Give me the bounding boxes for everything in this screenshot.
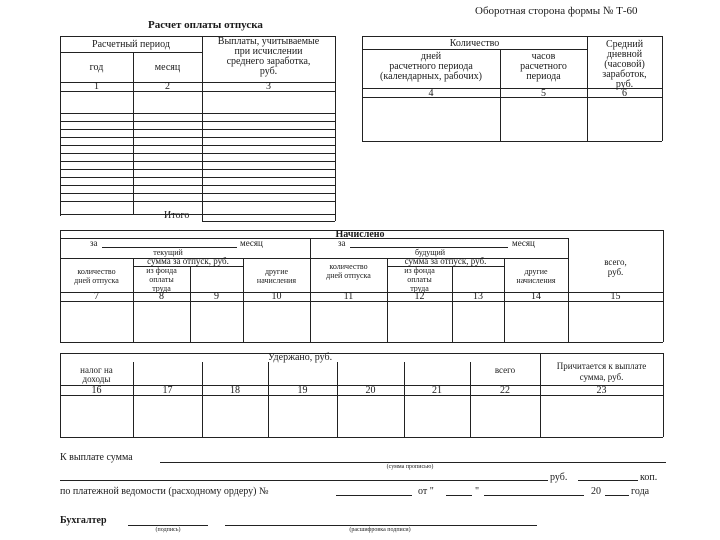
payments-header-line3: среднего заработка, xyxy=(226,56,311,67)
col-number-10: 10 xyxy=(271,291,282,302)
to-pay-sum-label: К выплате сумма xyxy=(60,452,133,463)
days-header-line2: расчетного периода xyxy=(389,61,473,72)
col-number-20: 20 xyxy=(365,385,376,396)
pay-fund-right-line3: труда xyxy=(410,284,429,293)
payments-header-line4: руб. xyxy=(259,66,278,77)
pay-fund-right-line2: оплаты xyxy=(407,275,432,284)
withheld-total: всего xyxy=(494,365,516,375)
col-number-11: 11 xyxy=(343,291,354,302)
accrued-for-left: за xyxy=(90,238,98,248)
days-header-line1: дней xyxy=(420,51,442,62)
avg-earnings-line4: заработок, xyxy=(602,69,647,80)
signature-caption: (подпись) xyxy=(155,527,181,533)
col-number-1: 1 xyxy=(94,81,99,92)
to-pay-line1: Причитается к выплате xyxy=(556,361,647,371)
col-number-19: 19 xyxy=(297,385,308,396)
accountant-label: Бухгалтер xyxy=(60,515,107,526)
accrued-total-line2: руб. xyxy=(607,267,624,277)
pay-fund-right-line1: из фонда xyxy=(404,266,435,275)
other-accruals-right-line2: начисления xyxy=(516,276,556,285)
avg-earnings-line1: Средний xyxy=(605,39,644,50)
kop-label: коп. xyxy=(640,472,658,483)
vacation-sum-right: сумма за отпуск, руб. xyxy=(404,256,487,266)
year-suffix: года xyxy=(631,486,650,497)
days-count-left-line2: дней отпуска xyxy=(74,276,119,285)
date-day-line[interactable] xyxy=(446,495,472,496)
hours-header-line1: часов xyxy=(531,51,556,62)
vacation-sum-left: сумма за отпуск, руб. xyxy=(147,256,229,266)
pay-fund-left-line3: труда xyxy=(152,284,171,293)
col-number-9: 9 xyxy=(214,291,219,302)
col-number-16: 16 xyxy=(91,385,102,396)
other-accruals-left-line1: другие xyxy=(264,267,289,276)
col-number-6: 6 xyxy=(622,88,627,99)
withheld-title: Удержано, руб. xyxy=(267,352,333,363)
payment-statement-label: по платежной ведомости (расходному ордеру) № xyxy=(60,486,269,497)
year-field-line[interactable] xyxy=(605,495,629,496)
date-month-line[interactable] xyxy=(484,495,584,496)
accrued-total-line1: всего, xyxy=(604,257,627,267)
col-number-13: 13 xyxy=(473,291,483,302)
accrued-month-right: месяц xyxy=(512,238,535,248)
col-number-15: 15 xyxy=(610,291,621,302)
col-number-3: 3 xyxy=(266,81,271,92)
pay-fund-left-line2: оплаты xyxy=(149,275,174,284)
accrued-title: Начислено xyxy=(335,229,385,240)
form-side-label: Оборотная сторона формы № Т-60 xyxy=(475,5,638,17)
page-title: Расчет оплаты отпуска xyxy=(148,19,263,31)
total-label: Итого xyxy=(164,210,190,221)
col-number-2: 2 xyxy=(165,81,170,92)
other-accruals-left-line2: начисления xyxy=(256,276,297,285)
current-month-label: текущий xyxy=(153,248,183,257)
year-prefix: 20 xyxy=(591,486,601,497)
avg-earnings-line3: (часовой) xyxy=(604,59,645,70)
amount-rub-line[interactable] xyxy=(60,480,548,481)
signature-line[interactable] xyxy=(128,525,208,526)
accrued-month-left: месяц xyxy=(240,238,263,248)
days-count-right-line2: дней отпуска xyxy=(326,271,371,280)
settlement-period-header: Расчетный период xyxy=(92,39,170,50)
col-number-23: 23 xyxy=(596,385,607,396)
signature-decoding-line[interactable] xyxy=(225,525,537,526)
kop-field-line[interactable] xyxy=(578,480,638,481)
other-accruals-right-line1: другие xyxy=(524,267,548,276)
col-number-21: 21 xyxy=(432,385,442,396)
month-header: месяц xyxy=(154,62,181,73)
income-tax-line2: доходы xyxy=(82,374,111,384)
days-header-line3: (календарных, рабочих) xyxy=(380,71,482,82)
rub-label: руб. xyxy=(550,472,568,483)
payments-header-line2: при исчислении xyxy=(234,46,303,57)
accrued-for-right: за xyxy=(338,238,346,248)
col-number-17: 17 xyxy=(162,385,173,396)
to-pay-line2: сумма, руб. xyxy=(579,372,624,382)
next-month-label: будущий xyxy=(414,248,446,257)
year-header: год xyxy=(89,62,104,73)
signature-decoding-caption: (расшифровка подписи) xyxy=(349,527,411,533)
col-number-7: 7 xyxy=(94,291,99,302)
col-number-14: 14 xyxy=(531,291,541,302)
col-number-22: 22 xyxy=(500,385,510,396)
col-number-8: 8 xyxy=(159,291,164,302)
days-count-right-line1: количество xyxy=(329,262,368,271)
avg-earnings-line2: дневной xyxy=(606,49,643,60)
col-number-18: 18 xyxy=(230,385,240,396)
quantity-header: Количество xyxy=(449,38,500,49)
days-count-left-line1: количество xyxy=(77,267,116,276)
col-number-12: 12 xyxy=(414,291,425,302)
date-from-label: от " xyxy=(418,486,434,497)
hours-header-line3: периода xyxy=(526,71,561,82)
col-number-4: 4 xyxy=(428,88,434,99)
col-number-5: 5 xyxy=(541,88,546,99)
income-tax-line1: налог на xyxy=(80,365,113,375)
amount-in-words-caption: (сумма прописью) xyxy=(386,464,434,470)
payments-header-line1: Выплаты, учитываемые xyxy=(217,36,320,47)
hours-header-line2: расчетного xyxy=(520,61,567,72)
pay-fund-left-line1: из фонда xyxy=(146,266,177,275)
date-quote-close: " xyxy=(475,486,480,497)
avg-earnings-line5: руб. xyxy=(615,79,634,90)
amount-field-line[interactable] xyxy=(160,462,666,463)
statement-number-line[interactable] xyxy=(336,495,412,496)
